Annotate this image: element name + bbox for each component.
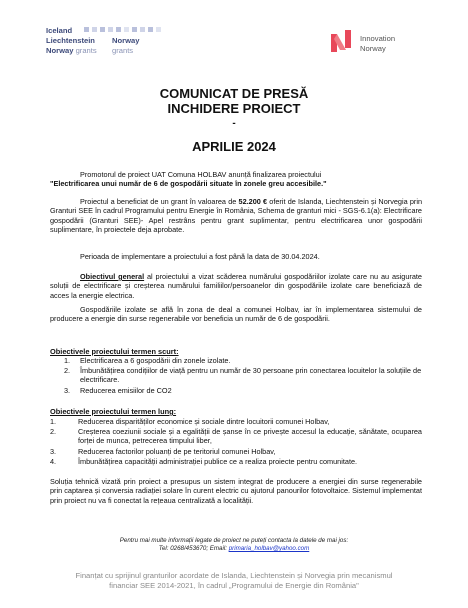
contact-info: Pentru mai multe informații legate de proiect ne puteți contacta la datele de mai jos: Tel: 0268/453670; Email: primaria_holbav@yahoo.com (119, 537, 349, 552)
grant-paragraph: Proiectul a beneficiat de un grant în valoarea de 52.200 € oferit de Islanda, Liechtenstein și Norvegia prin Granturi SEE în cadrul Programului pentru Energie în România, Schema de granturi mici - SGS-6.1(a): Electrificare gospodării (Granturi SEE)- Apel restrâns pentru grant suplimentar, pentru electrificarea unor gospodării suplimentare, în proiectele deja aprobate. (50, 197, 422, 234)
general-objective-paragraph: Obiectivul general al proiectului a vizat scăderea numărului gospodăriilor izolate care nu au asigurate soluții de electrificare și creșterea numărului familiilor/persoanelor din gospodăriile izolate care beneficiază de acces la energie electrica. (50, 272, 422, 300)
document-page: Iceland Liechtenstein Norway grants Norway grants Innovation Norway COMUNICAT DE PRESĂ INCHIDERE PROIECT - APRILIE 2024 Promotorul de proiect UAT Comuna HOLBAV anunță finalizarea proiectului "Electrificarea unui număr de 6 de gospodării situate în zonele greu accesibile." Proiectul a beneficiat de un grant în valoarea de 52.200 € oferit de Islanda, Liechtenstein și Norvegia prin Granturi SEE în cadrul Programului pentru Energie în România, Schema de granturi mici - SGS-6.1(a): Electrificare gospodării (Granturi SEE)- Apel restrâns pentru grant suplimentar, pentru electrificarea unor gospodării suplimentare, în proiectele deja aprobate. Perioada de implementare a proiectului a fost până la data de 30.04.2024. Obiectivul general al proiectului a vizat scăderea numărului gospodăriilor izolate care nu au asigurate soluții de electrificare și creșterea numărului familiilor/persoanelor din gospodăriile izolate care beneficiază de acces la energie electrica. Gospodăriile izolate se află în zona de deal a comunei Holbav, iar în implementarea sistemului de producere a energie din surse regenerabile vor beneficia un număr de 6 de gospodării. Obiectivele proiectului termen scurt: 1. Electrificarea a 6 gospodării din zonele izolate. 2. Îmbunătățirea condițiilor de viață pentru un număr de 30 persoane prin conectarea locuitelor la soluțiile de electrificare. 3. Reducerea emisiilor de CO2 Obiectivele proiectului termen lung: 1. Reducerea disparităților economice și sociale dintre locuitorii comunei Holbav, 2. Creșterea coeziunii sociale și a egalității de șanse în ce privește accesul la educație, sănătate, ocuparea forței de munca, petrecerea timpului liber, 3. Reducerea factorilor poluanți de pe teritoriul comunei Holbav, 4. Îmbunătățirea capacității administrației publice ce a realiza proiecte pentru comunitate. Soluția tehnică vizată prin proiect a presupus un sistem integrat de producere a energiei din surse regenerabile prin captarea și conversia radiației solare în curent electric cu ajutorul panourilor fotovoltaice. Sistemul implementat prin proiect nu va fi conectat la rețeaua centralizată a localității. Pentru mai multe informații legate de proiect ne puteți contacta la datele de mai jos: Tel: 0268/453670; Email: primaria_holbav@yahoo.com Finanțat cu sprijinul granturilor acordate de Islanda, Liechtenstein și Norvegia prin mecanismul financiar SEE 2014-2021, în cadrul „Programului de Energie din România" (0, 0, 468, 608)
location-paragraph: Gospodăriile izolate se află în zona de deal a comunei Holbav, iar în implementarea sistemului de producere a energie din surse regenerabile vor beneficia un număr de 6 de gospodării. (50, 305, 422, 324)
email-link[interactable]: primaria_holbav@yahoo.com (228, 545, 310, 552)
innovation-norway-mark-icon (328, 28, 354, 54)
long-term-objectives-heading: Obiectivele proiectului termen lung: (50, 407, 177, 416)
funding-footer: Finanțat cu sprijinul granturilor acordate de Islanda, Liechtenstein și Norvegia prin mecanismul financiar SEE 2014-2021, în cadrul „Programului de Energie din România" (75, 571, 393, 590)
press-release-title: COMUNICAT DE PRESĂ (159, 86, 309, 101)
release-date: APRILIE 2024 (192, 139, 276, 154)
implementation-period-paragraph: Perioada de implementare a proiectului a fost până la data de 30.04.2024. (80, 252, 320, 261)
eea-norway-grants-logo: Iceland Liechtenstein Norway grants Norway grants (46, 26, 176, 64)
project-closing-title: INCHIDERE PROIECT (167, 101, 301, 116)
innovation-norway-logo: Innovation Norway (328, 28, 438, 58)
intro-paragraph: Promotorul de proiect UAT Comuna HOLBAV anunță finalizarea proiectului "Electrificarea unui număr de 6 de gospodării situate în zonele greu accesibile." (50, 170, 327, 189)
title-dash: - (232, 118, 236, 129)
short-term-objectives-heading: Obiectivele proiectului termen scurt: (50, 347, 179, 356)
technical-solution-paragraph: Soluția tehnică vizată prin proiect a presupus un sistem integrat de producere a energiei din surse regenerabile prin captarea și conversia radiației solare în curent electric cu ajutorul panourilor fotovoltaice. Sistemul implementat prin proiect nu va fi conectat la rețeaua centralizată a localității. (50, 477, 422, 505)
